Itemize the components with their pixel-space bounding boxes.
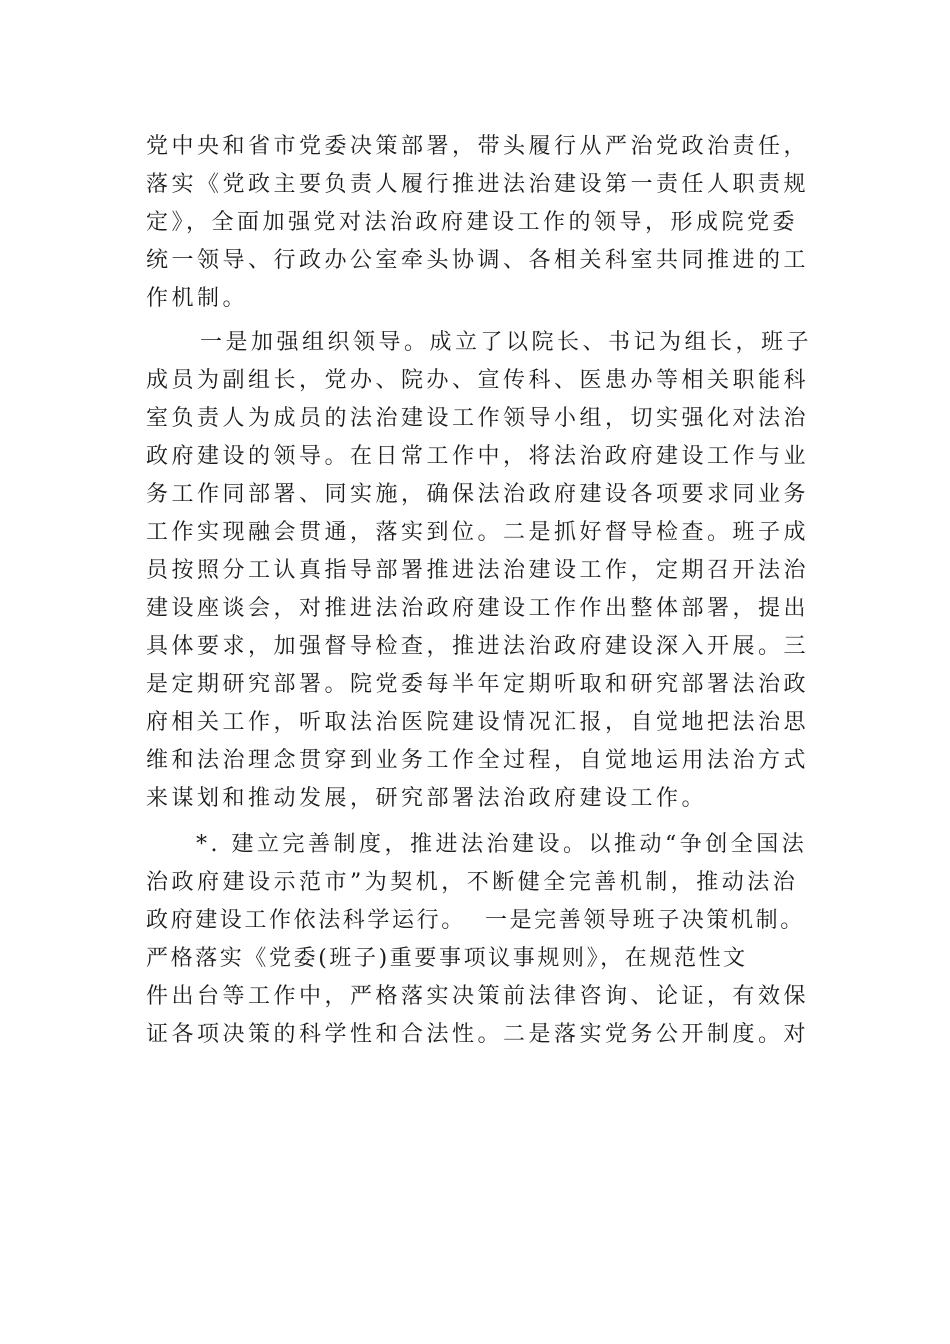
text-line: 作机制。 [146, 286, 249, 311]
text-line: *. 建立完善制度，推进法治建设。以推动“争创全国法 [196, 832, 808, 857]
text-line: 工作实现融会贯通，落实到位。二是抓好督导检查。班子成 [146, 520, 810, 545]
text-line: 维和法治理念贯穿到业务工作全过程，自觉地运用法治方式 [146, 748, 810, 773]
text-line: 治政府建设示范市”为契机，不断健全完善机制，推动法治 [146, 870, 799, 895]
text-line: 一是加强组织领导。成立了以院长、书记为组长，班子 [200, 330, 813, 355]
text-line: 府相关工作，听取法治医院建设情况汇报，自觉地把法治思 [146, 710, 810, 735]
text-line: 务工作同部署、同实施，确保法治政府建设各项要求同业务 [146, 482, 810, 507]
text-line: 证各项决策的科学性和合法性。二是落实党务公开制度。对 [146, 1022, 810, 1047]
text-line: 落实《党政主要负责人履行推进法治建设第一责任人职责规 [146, 172, 810, 197]
text-line: 是定期研究部署。院党委每半年定期听取和研究部署法治政 [146, 672, 810, 697]
text-line: 政府建设的领导。在日常工作中，将法治政府建设工作与业 [146, 444, 810, 469]
text-line: 来谋划和推动发展，研究部署法治政府建设工作。 [146, 786, 708, 811]
text-line: 党中央和省市党委决策部署，带头履行从严治党政治责任， [146, 134, 810, 159]
text-line: 严格落实《党委(班子)重要事项议事规则》，在规范性文 [146, 946, 748, 971]
text-line: 定》，全面加强党对法治政府建设工作的领导，形成院党委 [146, 210, 799, 235]
text-line: 政府建设工作依法科学运行。 一是完善领导班子决策机制。 [146, 908, 805, 933]
text-line: 室负责人为成员的法治建设工作领导小组，切实强化对法治 [146, 406, 810, 431]
text-line: 建设座谈会，对推进法治政府建设工作作出整体部署，提出 [146, 596, 810, 621]
text-line: 统一领导、行政办公室牵头协调、各相关科室共同推进的工 [146, 248, 810, 273]
text-line: 具体要求，加强督导检查，推进法治政府建设深入开展。三 [146, 634, 810, 659]
text-line: 成员为副组长，党办、院办、宣传科、医患办等相关职能科 [146, 368, 810, 393]
text-line: 员按照分工认真指导部署推进法治建设工作，定期召开法治 [146, 558, 810, 583]
text-line: 件出台等工作中，严格落实决策前法律咨询、论证，有效保 [146, 984, 810, 1009]
